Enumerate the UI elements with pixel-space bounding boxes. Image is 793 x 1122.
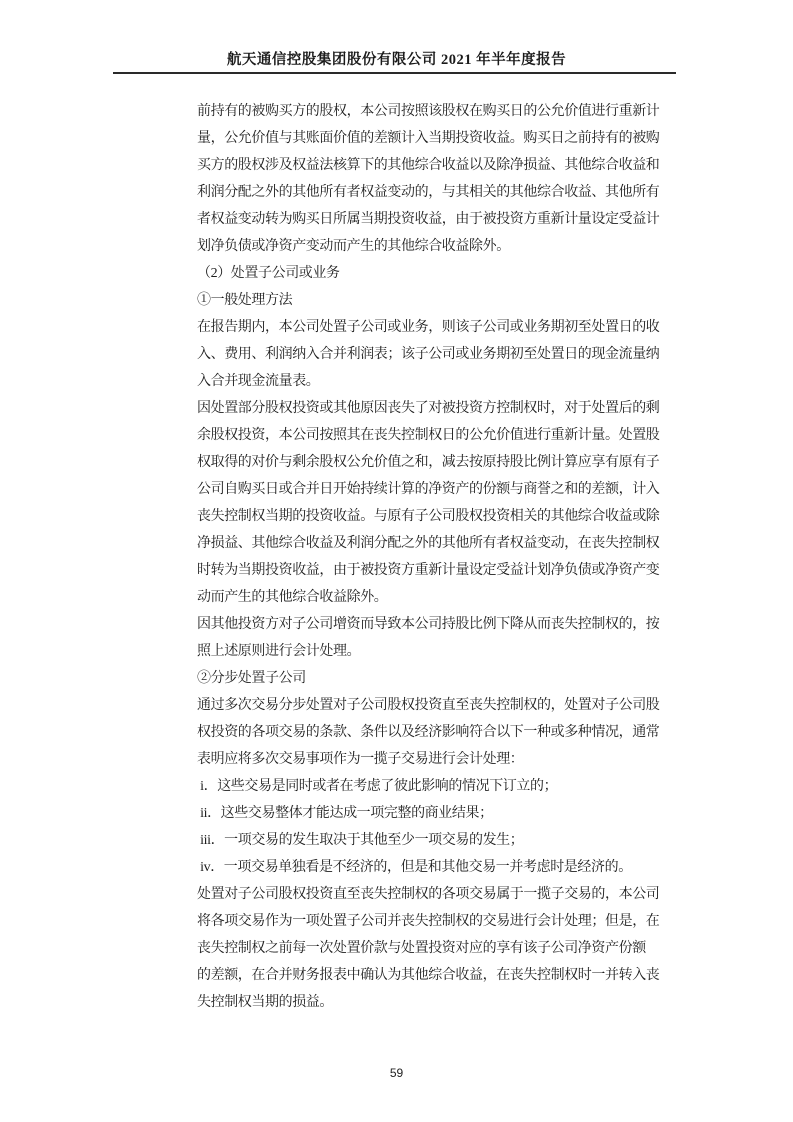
text-line: iv．一项交易单独看是不经济的，但是和其他交易一并考虑时是经济的。	[197, 860, 632, 875]
body-text	[197, 98, 671, 1016]
text-line: 通过多次交易分步处置对子公司股权投资直至丧失控制权的，处置对子公司股	[197, 698, 660, 713]
text-line: 丧失控制权之前每一次处置价款与处置投资对应的享有该子公司净资产份额	[197, 941, 646, 956]
text-line: 公司自购买日或合并日开始持续计算的净资产的份额与商誉之和的差额，计入	[197, 482, 660, 497]
text-line: ②分步处置子公司	[197, 671, 306, 686]
text-line: （2）处置子公司或业务	[197, 266, 340, 281]
text-line: 失控制权当期的损益。	[197, 995, 333, 1010]
text-line: 的差额，在合并财务报表中确认为其他综合收益，在丧失控制权时一并转入丧	[197, 968, 660, 983]
page-header-title: 航天通信控股集团股份有限公司 2021 年半年度报告	[226, 52, 567, 68]
text-line: 者权益变动转为购买日所属当期投资收益，由于被投资方重新计量设定受益计	[197, 212, 660, 227]
text-line: 动而产生的其他综合收益除外。	[197, 590, 388, 605]
text-line: 权取得的对价与剩余股权公允价值之和，减去按原持股比例计算应享有原有子	[197, 455, 660, 470]
text-line: 买方的股权涉及权益法核算下的其他综合收益以及除净损益、其他综合收益和	[197, 158, 660, 173]
text-line: 净损益、其他综合收益及利润分配之外的其他所有者权益变动，在丧失控制权	[197, 536, 660, 551]
text-line: i．这些交易是同时或者在考虑了彼此影响的情况下订立的；	[197, 779, 558, 794]
text-line: 因处置部分股权投资或其他原因丧失了对被投资方控制权时，对于处置后的剩	[197, 401, 660, 416]
header-divider	[113, 72, 676, 74]
text-line: 入、费用、利润纳入合并利润表；该子公司或业务期初至处置日的现金流量纳	[197, 347, 660, 362]
text-line: 权投资的各项交易的条款、条件以及经济影响符合以下一种或多种情况，通常	[197, 725, 660, 740]
text-line: ii．这些交易整体才能达成一项完整的商业结果；	[197, 806, 493, 821]
text-line: 在报告期内，本公司处置子公司或业务，则该子公司或业务期初至处置日的收	[197, 320, 660, 335]
text-line: 表明应将多次交易事项作为一揽子交易进行会计处理：	[197, 752, 524, 767]
text-line: 将各项交易作为一项处置子公司并丧失控制权的交易进行会计处理；但是，在	[197, 914, 660, 929]
text-line: ①一般处理方法	[197, 293, 293, 308]
text-line: 划净负债或净资产变动而产生的其他综合收益除外。	[197, 239, 510, 254]
text-line: 入合并现金流量表。	[197, 374, 320, 389]
text-line: 量，公允价值与其账面价值的差额计入当期投资收益。购买日之前持有的被购	[197, 131, 660, 146]
text-line: 前持有的被购买方的股权，本公司按照该股权在购买日的公允价值进行重新计	[197, 104, 660, 119]
text-line: 照上述原则进行会计处理。	[197, 644, 361, 659]
page-number: 59	[389, 1066, 404, 1080]
text-line: 丧失控制权当期的投资收益。与原有子公司股权投资相关的其他综合收益或除	[197, 509, 660, 524]
text-line: 时转为当期投资收益，由于被投资方重新计量设定受益计划净负债或净资产变	[197, 563, 660, 578]
text-line: 余股权投资，本公司按照其在丧失控制权日的公允价值进行重新计量。处置股	[197, 428, 660, 443]
text-line: 利润分配之外的其他所有者权益变动的，与其相关的其他综合收益、其他所有	[197, 185, 660, 200]
text-line: iii．一项交易的发生取决于其他至少一项交易的发生；	[197, 833, 524, 848]
text-line: 因其他投资方对子公司增资而导致本公司持股比例下降从而丧失控制权的，按	[197, 617, 660, 632]
text-line: 处置对子公司股权投资直至丧失控制权的各项交易属于一揽子交易的，本公司	[197, 887, 660, 902]
